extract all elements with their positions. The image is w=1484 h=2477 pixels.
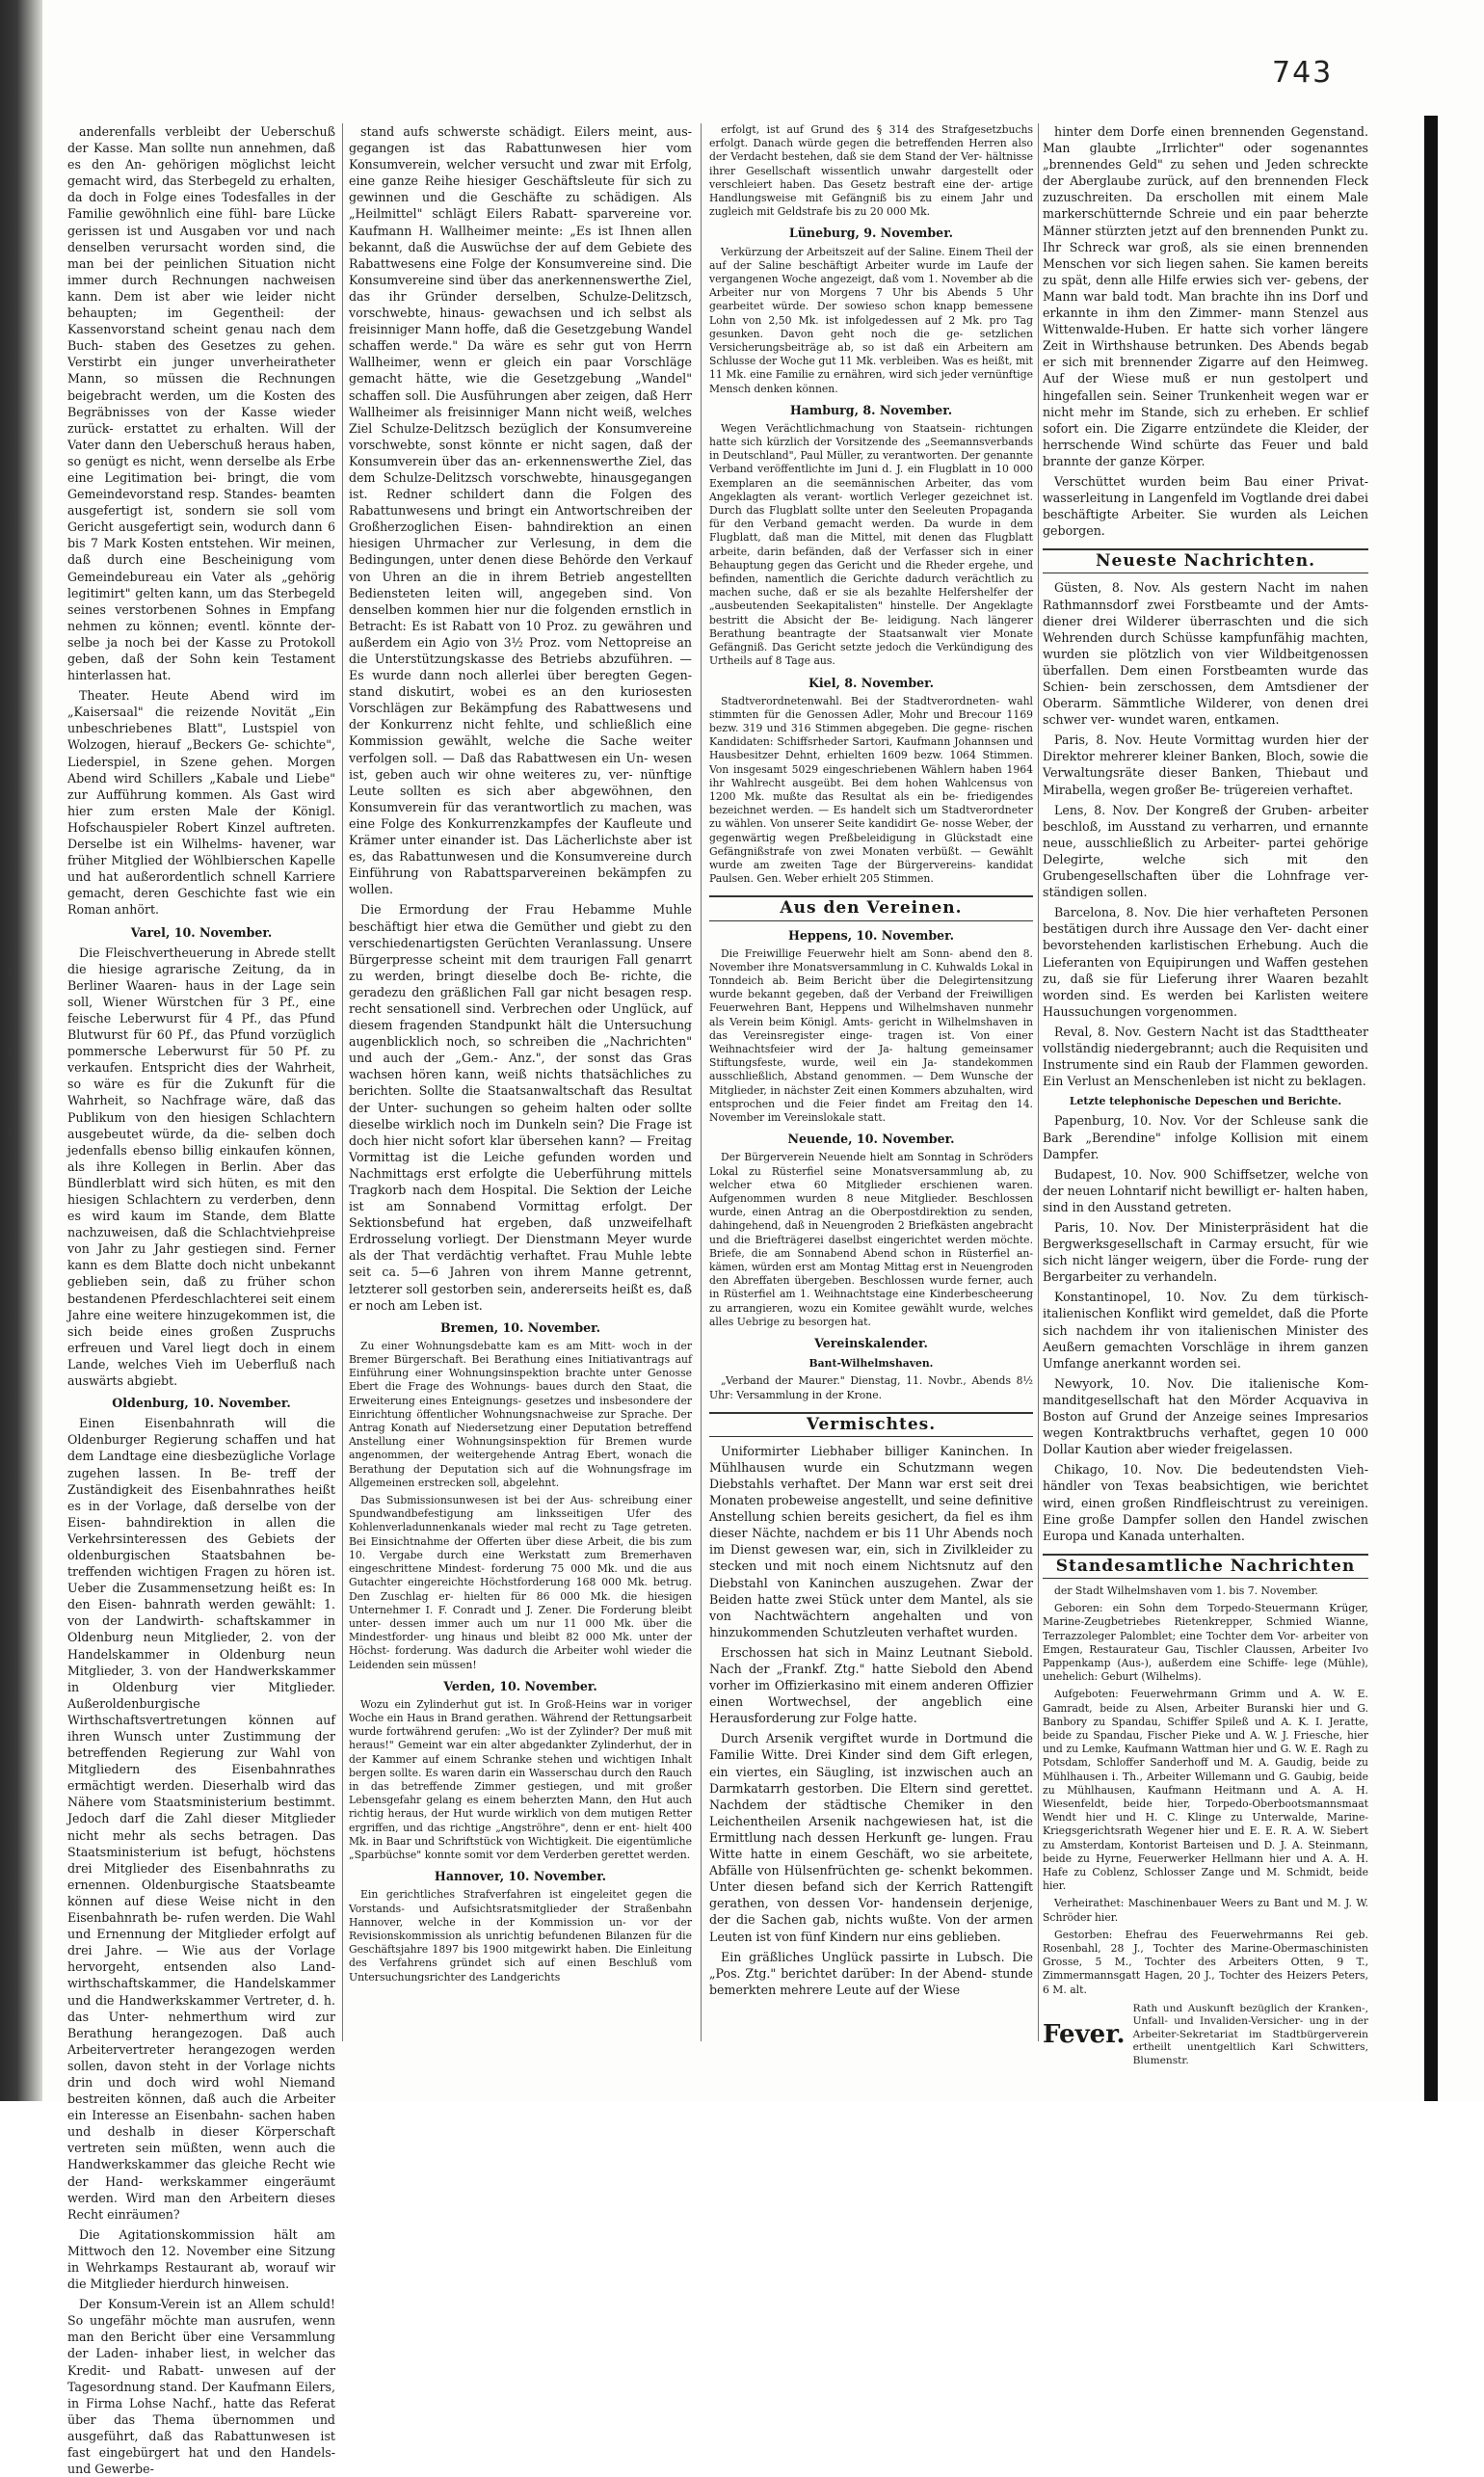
article-feuerwehr: Die Freiwillige Feuerwehr hielt am Sonn- abend den 8. November ihre Monatsversammlung in C. Kuhwalds Lokal in Tonndeich ab. Beim Bericht über die Delegirtensitzung wurde bekannt gegeben, daß der Verband der Freiwilligen Feuerwehren Bant, Heppens und Wilhelmshaven nunmehr als Verein beim Königl. Amts- gericht in Wilhelmshaven in das Vereinsregister einge- tragen ist. Von einer Weihnachtsfeier wird der Ja- haltung gemeinsamer Stiftungsfeste, wurde, weil ein Ja- standekommen ausschließlich, Abstand genommen. — Dem Wunsche der Mitglieder, in nächster Zeit einen Kommers abzuhalten, wird entsprochen und die Feier findet am Freitag den 14. November im Vereinslokale statt. [709,946,1033,1125]
column-rule-2 [701,123,702,2041]
standesamt-intro: der Stadt Wilhelmshaven vom 1. bis 7. November. [1054,1584,1318,1597]
advertisement-fever [1043,2003,1368,2068]
news-barcelona: Barcelona, 8. Nov. Die hier verhafteten Personen bestätigen durch ihre Aussage den Ver- dacht einer bevorstehenden karlistischen Erhebung. Auch die Lieferanten von Equipirungen und Waffen gestehen zu, daß sie für Lieferung ihrer Waaren bezahlt worden sind. Es werden bei Karlisten weitere Haussuchungen vorgenommen. [1043,905,1368,1019]
dateline-neuende: Neuende, 10. November. [787,1132,955,1147]
standesamt-geboren: Geboren: ein Sohn dem Torpedo-Steuermann Krüger, Marine-Zeugbetriebes Rietenkrepper, Schmied Wianne, Terrazzoleger Palomblet; eine Tochter dem Vor- arbeiter von Emgen, Restaurateur Gau, Tischler Claussen, Arbeiter Ivo Pappenkamp (Aus-), außerdem eine Schiffe- lege (Mühle), unehelich: Geburt (Wilhelms). [1043,1602,1368,1684]
section-heading-neueste-nachrichten: Neueste Nachrichten. [1043,548,1368,573]
news-reval: Reval, 8. Nov. Gestern Nacht ist das Stadttheater vollständig niedergebrannt; auch die Requisiten und Instrumente sind ein Raub der Flammen geworden. Ein Verlust an Menschenleben ist nicht zu beklagen. [1043,1024,1368,1089]
article-arsenik: Durch Arsenik vergiftet wurde in Dortmund die Familie Witte. Drei Kinder sind dem Gift erlegen, ein viertes, ein Säugling, ist inzwischen auch an Darmkatarrh gestorben. Die Eltern sind gerettet. Nachdem der städtische Chemiker in den Leichentheilen Arsenik nachgewiesen hat, ist die Ermittlung nach dessen Herkunft ge- lungen. Frau Witte hatte in einem Geschäft, wo sie arbeitete, Abfälle von Hülsenfrüchten ge- schenkt bekommen. Unter diesen befand sich der Kerrich Rattengift gerathen, von dessen Vor- handensein derjenige, der die Sachen gab, nichts wußte. Von der armen Leuten ist von fünf Kindern nur eins geblieben. [709,1731,1033,1944]
article-eisenbahnrath: Einen Eisenbahnrath will die Oldenburger Regierung schaffen und hat dem Landtage eine diesbezügliche Vorlage zugehen lassen. In Be- treff der Zuständigkeit des Eisenbahnrathes heißt es in der Vorlage, daß derselbe von der Eisen- bahndirektion in allen die Verkehrsinteressen des Gebiets der oldenburgischen Staatsbahnen be- treffenden wichtigen Fragen zu hören ist. Ueber die Zusammensetzung heißt es: In den Eisen- bahnrath werden gewählt: 1. von der Landwirth- schaftskammer in Oldenburg neun Mitglieder, 2. von der Handelskammer in Oldenburg neun Mitglieder, 3. von der Handwerkskammer in Oldenburg vier Mitglieder. Außeroldenburgische Wirthschaftsvertretungen können auf ihren Wunsch unter Zustimmung der betreffenden Regierung zur Wahl von Mitgliedern des Eisenbahnrathes ermächtigt werden. Dieserhalb wird das Nähere vom Staatsministerium bestimmt. Jedoch darf die Zahl dieser Mitglieder nicht mehr als sechs betragen. Das Staatsministerium ist befugt, höchstens drei Mitglieder des Eisenbahnraths zu ernennen. Oldenburgische Staatsbeamte können auf diese Weise nicht in den Eisenbahnrath be- rufen werden. Die Wahl und Ernennung der Mitglieder erfolgt auf drei Jahre. — Wie aus der Vorlage hervorgeht, entsenden also Land- wirthschaftskammer, die Handelskammer und die Handwerkskammer Vertreter, d. h. das Unter- nehmerthum wird zur Berathung herangezogen. Daß auch Arbeitervertreter herangezogen werden sollen, davon steht in der Vorlage nichts drin und doch wird wohl Niemand bestreiten können, daß auch die Arbeiter ein Interesse an Eisenbahn- sachen haben und deshalb in dieser Körperschaft vertreten sein müßten, wenn auch die Handwerkskammer das gleiche Recht wie der Hand- werkskammer eingeräumt werden. Wird man den Arbeitern dieses Recht einräumen? [67,1416,335,2222]
calendar-location: Bant-Wilhelmshaven. [808,1357,934,1371]
column-rule-1 [342,123,343,2041]
subheading-depeschen: Letzte telephonische Depeschen und Berichte. [1069,1095,1342,1108]
article-erschossen: Erschossen hat sich in Mainz Leutnant Siebold. Nach der „Frankf. Ztg." hatte Siebold den Abend vorher im Offizierkasino mit einem anderen Offizier einen Wortwechsel, der angeblich eine Herausforderung zur Folge hatte. [709,1644,1033,1726]
dateline-verden: Verden, 10. November. [443,1678,597,1693]
page-number: 743 [1272,56,1334,90]
article-wohnungsdebatte: Zu einer Wohnungsdebatte kam es am Mitt- woch in der Bremer Bürgerschaft. Bei Berathung eines Initiativantrags auf Einführung einer Wohnungsinspektion brachte unter Genosse Ebert die Frage des Wohnungs- baues durch den Staat, die Erweiterung eines Enteignungs- gesetzes und insbesondere der Einrichtung öffentlicher Wohnungsnachweise zur Sprache. Der Antrag Konath auf Niedersetzung einer Deputation betreffend Anstellung einer Wohnungsinspektion für Bremen wurde angenommen, der weitergehende Antrag Ebert, wonach die Berathung der Deputation sich auf die Wohnungsfrage im Allgemeinen erstrecken soll, abgelehnt. [349,1339,692,1489]
standesamt-gestorben: Gestorben: Ehefrau des Feuerwehrmanns Rei geb. Rosenbahl, 28 J., Tochter des Marine-Obermaschinisten Grosse, 5 M., Tochter des Arbeiters Otten, 9 T., Zimmermannsgatt Hagen, 20 J., Tochter des Heizers Peters, 6 M. alt. [1043,1928,1368,1996]
article-ermordung: Die Ermordung der Frau Hebamme Muhle beschäftigt hier etwa die Gemüther und giebt zu den verschiedenartigsten Gerüchten Veranlassung. Unsere Bürgerpresse scheint mit dem traurigen Fall genarrt zu werden, bringt dieselbe doch Be- richte, die geradezu den gräßlichen Fall gar nicht besagen resp. recht sensationell sind. Verbrechen oder Unglück, auf diesem fragenden Standpunkt hält die Untersuchung augenblicklich noch, so schreiben die „Nachrichten" und auch der „Gem.- Anz.", der sonst das Gras wachsen hören kann, weiß nichts thatsächliches zu berichten. Sollte die Staatsanwaltschaft das Resultat der Unter- suchungen so geheim halten oder sollte dieselbe wirklich noch im Dunkeln sein? Die Frage ist doch hier nicht sofort klar übersehen kann? — Freitag Vormittag ist die Leiche gefunden worden und Nachmittags erst erfolgte die Ueberführung mittels Tragkorb nach dem Hospital. Die Sektion der Leiche ist am Sonnabend Vormittag erfolgt. Der Sektionsbefund hat ergeben, daß unzweifelhaft Erdrosselung vorliegt. Der Dienstmann Meyer wurde als der That verdächtig verhaftet. Frau Muhle lebte seit ca. 5—6 Jahren von ihrem Manne getrennt, letzterer soll gestorben sein, andererseits heißt es, daß er noch am Leben ist. [349,902,692,1313]
dateline-bremen: Bremen, 10. November. [439,1319,601,1335]
advertisement-title: Fever. [1043,2019,1126,2049]
article-unglueck-cont: hinter dem Dorfe einen brennenden Gegenstand. Man glaubte „Irrlichter" oder sogenanntes „brennendes Geld" zu sehen und Jeden schreckte der Aberglaube zurück, auf den brennenden Fleck zuzuschreiten. Da erschollen mit einem Male markerschütternde Schreie und ein paar beherzte Männer stürzten jetzt auf den brennenden Punkt zu. Ihr Schreck war groß, als sie einen brennenden Menschen vor sich liegen sahen. Sie kamen bereits zu spät, denn alle Hilfe erwies sich ver- gebens, der Mann war bald todt. Man brachte ihn ins Dorf und erkannte in ihm den Zimmer- mann Stenzel aus Wittenwalde-Huben. Er hatte sich vorher längere Zeit in Wirthshause betrunken. Des Abends begab er sich mit brennender Zigarre auf den Heimweg. Auf der Wiese muß er nun gestolpert und hingefallen sein. Seiner Trunkenheit wegen war er nicht mehr im Stande, sich zu erheben. Er schlief sofort ein. Die Zigarre entzündete die Kleider, der herrschende Wind schürte das Feuer und bald brannte der ganze Körper. [1043,124,1368,468]
page-edge-shadow [0,0,42,2101]
column-1 [67,123,335,2477]
calendar-entry: „Verband der Maurer." Dienstag, 11. Novbr., Abends 8½ Uhr: Versammlung in der Krone. [709,1374,1033,1401]
article-staatseinrichtungen: Wegen Verächtlichmachung von Staatsein- richtungen hatte sich kürzlich der Vorsitzende des „Seemannsverbands in Deutschland", Paul Müller, zu verantworten. Der genannte Verband veröffentlichte im Juni d. J. ein Flugblatt in 10 000 Exemplaren an die seemännischen Arbeiter, das vom Angeklagten als verant- wortlich Verleger gezeichnet ist. Durch das Flugblatt sollte unter den Seeleuten Propaganda für den Verband gemacht werden. Da wurde in dem Flugblatt, daß man die Mittel, mit denen das Flugblatt arbeite, darin befänden, daß der Verfasser sich in einer Behauptung gegen das Gericht und die Rheder ergehe, und befinden, namentlich die Gerichte dadurch verächtlich zu machen suche, daß er sie als bezahlte Helfershelfer der „ausbeutenden Seekapitalisten" hinstelle. Der Angeklagte bestritt die Absicht der Be- leidigung. Nach längerer Berathung beantragte der Staatsanwalt vier Monate Gefängniß. Das Gericht setzte jedoch die Verkündigung des Urtheils auf 8 Tage aus. [709,421,1033,668]
article-verschuettet: Verschüttet wurden beim Bau einer Privat- wasserleitung in Langenfeld im Vogtlande drei dabei beschäftigte Arbeiter. Sie wurden als Leichen geborgen. [1043,473,1368,539]
standesamt-verheirathet: Verheirathet: Maschinenbauer Weers zu Bant und M. J. W. Schröder hier. [1043,1897,1368,1924]
article-strafverfahren: Ein gerichtliches Strafverfahren ist eingeleitet gegen die Vorstands- und Aufsichtsratsmitglieder der Straßenbahn Hannover, welche in der Kommission un- vor der Revisionskommission als unrichtig befundenen Bilanzen für die Geschäftsjahre 1897 bis 1900 mitgewirkt haben. Die Einleitung des Verfahrens gründet sich auf einen Beschluß vom Untersuchungsrichter des Landgerichts [349,1888,692,1984]
article-sterbegeld: anderenfalls verbleibt der Ueberschuß der Kasse. Man sollte nun annehmen, daß es den An- gehörigen möglichst leicht gemacht wird, das Sterbegeld zu erhalten, da doch in Folge eines Todesfalles in der Familie gewöhnlich eine fühl- bare Lücke gerissen ist und Ausgaben vor und nach denselben verursacht worden sind, die man bei der peinlichen Situation nicht immer durch Rechnungen nachweisen kann. Dem ist aber wie leider nicht behaupten; im Gegentheil: der Kassenvorstand scheint genau nach dem Buch- staben des Gesetzes zu gehen. Verstirbt ein junger unverheiratheter Mann, so müssen die Rechnungen beigebracht werden, um die Kosten des Begräbnisses von der Kasse wieder zurück- erstattet zu erhalten. Will der Vater dann den Ueberschuß heraus haben, so genügt es nicht, wenn derselbe als Erbe eine Legitimation bei- bringt, die vom Gemeindevorstand resp. Standes- beamten ausgefertigt ist, sondern sie soll vom Gericht ausgefertigt sein, wodurch dann 6 bis 7 Mark Kosten entstehen. Wir meinen, daß durch eine Bescheinigung vom Gemeindebureau ein Vater als „gehörig legitimirt" gelten kann, um das Sterbegeld seines verstorbenen Sohnes in Empfang nehmen zu können; eventl. könnte der- selbe ja noch bei der Kasse zu Protokoll geben, daß der Sohn kein Testament hinterlassen hat. [67,124,335,683]
page-edge-strip [1424,116,1438,2101]
dispatch-paris-2: Paris, 10. Nov. Der Ministerpräsident hat die Bergwerksgesellschaft in Carmay ersucht, für wie sich nicht länger weigern, über die Forde- rung der Bergarbeiter zu verhandeln. [1043,1220,1368,1285]
article-submissionsunwesen: Das Submissionsunwesen ist bei der Aus- schreibung einer Spundwandbefestigung am linksseitigen Ufer des Kohlenverladunnenkanals wieder mal recht zu Tage getreten. Bei Einsichtnahme der Offerten über diese Arbeit, die bis zum 10. Vergabe durch eine Werkstatt zum Bremerhaven eingeschrittene Mindest- forderung 75 000 Mk. und die aus Gutachter eingereichte Höchstforderung 168 000 Mk. betrug. Den Zuschlag er- hielten für 86 000 Mk. die hiesigen Unternehmer I. F. Conradt und J. Zener. Die Forderung bleibt unter- dessen immer auch um nur 11 000 Mk. über die Mindestforder- ung hinaus und bleibt 82 000 Mk. unter der Höchst- forderung. Was dadurch die Arbeiter wohl wieder die Leidenden sein müssen! [349,1494,692,1671]
dispatch-newyork: Newyork, 10. Nov. Die italienische Kom- manditgesellschaft hat den Mörder Acquaviva in Boston auf Grund der Anzeige seines Impresarios wegen Kontraktbruchs verhaftet, gegen 10 000 Dollar Kaution aber wieder freigelassen. [1043,1375,1368,1457]
dateline-lueneburg: Lüneburg, 9. November. [788,226,954,241]
article-stadtverordnetenwahl: Stadtverordnetenwahl. Bei der Stadtverordneten- wahl stimmten für die Genossen Adler, Mohr und Brecour 1169 bezw. 319 und 316 Stimmen abgegeben. Die gegne- rischen Kandidaten: Schiffsrheder Sartori, Kaufmann Johannsen und Hausbesitzer Dehnt, erhielten 1609 bezw. 1064 Stimmen. Von insgesamt 5029 eingeschriebenen Wählern haben 1964 ihr Wahlrecht ausgeübt. Bei dem hohen Wahlcensus von 1200 Mk. mußte das Resultat als ein be- friedigendes bezeichnet werden. — Es handelt sich um Stadtverordneter zu wählen. Von unserer Seite kandidirt Ge- nosse Weber, der gegenwärtig wegen Preßbeleidigung in Glückstadt eine Gefängnißstrafe von zwei Monaten verbüßt. — Gewählt wurde am zweiten Tage der Bürgervereins- kandidat Paulsen. Gen. Weber erhielt 205 Stimmen. [709,694,1033,886]
section-heading-standesamt: Standesamtliche Nachrichten [1043,1554,1368,1579]
article-buergerverein: Der Bürgerverein Neuende hielt am Sonntag in Schröders Lokal zu Rüsterfiel seine Monatsversammlung ab, zu welcher etwa 60 Mitglieder erschienen waren. Aufgenommen wurden 8 neue Mitglieder. Beschlossen wurde, einen Antrag an die Oberpostdirektion zu senden, dahingehend, daß in Neuengroden 2 Briefkästen angebracht und die Briefträgerei daselbst eingerichtet werden möchte. Briefe, die am Sonnabend Abend schon in Rüsterfiel an- kämen, würden erst am Montag Mittag erst in Neuengroden den Abreffaten übergeben. Beschlossen wurde ferner, auch in Rüsterfiel am 1. Weihnachtstage eine Kinderbescheerung zu arrangieren, wozu ein Komitee gewählt wurde, welches alles Uebrige zu besorgen hat. [709,1151,1033,1328]
dateline-heppens: Heppens, 10. November. [787,927,955,943]
article-konsum-verein: Der Konsum-Verein ist an Allem schuld! So ungefähr möchte man ausrufen, wenn man den Bericht über eine Versammlung der Laden- inhaber liest, in welcher das Kredit- und Rabatt- unwesen auf der Tagesordnung stand. Der Kaufmann Eilers, in Firma Lohse Nachf., hatte das Referat über das Thema übernommen und ausgeführt, daß das Rabattunwesen ist fast eingebürgert hat und den Handels- und Gewerbe- [67,2297,335,2477]
dispatch-chikago: Chikago, 10. Nov. Die bedeutendsten Vieh- händler von Texas beabsichtigen, wie berichtet wird, einen großen Rindfleischtrust zu vereinigen. Eine große Dampfer sollen den Handel zwischen Europa und Kanada unterhalten. [1043,1462,1368,1543]
article-kaninchen: Uniformirter Liebhaber billiger Kaninchen. In Mühlhausen wurde ein Schutzmann wegen Diebstahls verhaftet. Der Mann war erst seit drei Monaten probeweise angestellt, und seine definitive Anstellung schien bereits gesichert, da fiel es ihm dieser Nächte, nachdem er bis 11 Uhr Abends noch im Dienst gewesen war, ein, sich in Zivilkleider zu stecken und mit noch einem Nichtsnutz auf den Diebstahl von Kaninchen auszugehen. Zwar der Beiden hatte zwei Stück unter dem Mantel, als sie von Nachtwächtern angehalten und von hinzukommenden Schutzleuten verhaftet wurden. [709,1443,1033,1639]
article-theater: Theater. Heute Abend wird im „Kaisersaal" die reizende Novität „Ein unbeschriebenes Blatt", Lustspiel von Wolzogen, hierauf „Beckers Ge- schichte", Liederspiel, in Szene gehen. Morgen Abend wird Schillers „Kabale und Liebe" zur Aufführung kommen. Als Gast wird hier zum ersten Male der Königl. Hofschauspieler Robert Kinzel auftreten. Derselbe ist ein Wilhelms- havener, war früher Mitglied der Wöhlbierschen Kapelle und hat außerordentlich schnell Karriere gemacht, deren Geschichte fast wie ein Roman anhört. [67,688,335,918]
dateline-varel: Varel, 10. November. [130,924,273,940]
news-lens: Lens, 8. Nov. Der Kongreß der Gruben- arbeiter beschloß, im Ausstand zu verharren, und ernannte neue, ausschließlich zu Arbeiter- partei gehörige Delegirte, welche sich mit den Grubengesellschaften über die Lohnfrage ver- ständigen sollen. [1043,802,1368,900]
news-paris-1: Paris, 8. Nov. Heute Vormittag wurden hier der Direktor mehrerer kleiner Banken, Bloch, sowie die Verwaltungsräte dieser Banken, Thiebaut und Mirabella, wegen großer Be- trügereien verhaftet. [1043,732,1368,797]
article-strafgesetzbuch: erfolgt, ist auf Grund des § 314 des Strafgesetzbuchs erfolgt. Danach würde gegen die betreffenden Herren also der Verdacht bestehen, daß sie dem Stand der Ver- hältnisse ihrer Gesellschaft wissentlich unwahr dargestellt oder verschleiert haben. Das Gesetz bestraft eine der- artige Handlungsweise mit Gefängniß bis zu einem Jahr und zugleich mit Geldstrafe bis zu 20 000 Mk. [709,123,1033,219]
column-rule-3 [1038,123,1039,2041]
dateline-hamburg: Hamburg, 8. November. [789,402,953,417]
article-zylinderhut: Wozu ein Zylinderhut gut ist. In Groß-Heins war in voriger Woche ein Haus in Brand gerathen. Während der Rettungsarbeit wurde fortwährend gerufen: „Wo ist der Zylinder? Der muß mit heraus!" Gemeint war ein alter abgedankter Zylinderhut, der in der Kammer auf einem Schranke stehen und wichtigen Inhalt bergen sollte. Es waren darin ein Wasserschau durch den Rauch in das betreffende Zimmer gestiegen, und mit großer Lebensgefahr gelang es einem beherzten Mann, den Hut auch richtig heraus, der Hut wurde wirklich von dem mutigen Retter ergriffen, und das richtige „Angströhre", denn er ent- hielt 400 Mk. in Baar und Schriftstück von Wichtigkeit. Die eigentümliche „Sparbüchse" konnte somit vor dem Verderben gerettet werden. [349,1697,692,1862]
dateline-oldenburg: Oldenburg, 10. November. [112,1396,291,1411]
dateline-hannover: Hannover, 10. November. [434,1869,607,1884]
section-heading-vermischtes: Vermischtes. [709,1412,1033,1437]
dateline-kiel: Kiel, 8. November. [808,675,935,690]
advertisement-text: Rath und Auskunft bezüglich der Kranken-, Unfall- und Invaliden-Versicher- ung in der Arbeiter-Sekretariat im Stadtbürgerverein ertheilt unentgeltlich Karl Schwitters, Blumenstr. [1132,2002,1368,2066]
article-rabattunwesen: stand aufs schwerste schädigt. Eilers meint, aus- gegangen ist das Rabattunwesen hier vom Konsumverein, welcher versucht und zwar mit Erfolg, eine ganze Reihe hiesiger Geschäftsleute für sich zu gewinnen und die Geschäfte zu schädigen. Als „Heilmittel" schlägt Eilers Rabatt- sparvereine vor. Kaufmann H. Wallheimer meinte: „Es ist Ihnen allen bekannt, daß die Auswüchse der auf dem Gebiete des Rabattwesens eine Folge der Konsumvereine sind. Die Konsumvereine sind über das anerkennenswerthe Ziel, das ihr Gründer derselben, Schulze-Delitzsch, vorschwebte, hinaus- gewachsen und ich selbst als freisinniger Mann hoffe, daß die Gesetzgebung Wandel schaffen werde." Da wäre es sehr gut von Herrn Wallheimer, wenn er gleich ein paar Vorschläge gemacht hätte, wie die Gesetzgebung „Wandel" schaffen soll. Die Ausführungen aber zeigen, daß Herr Wallheimer als freisinniger Mann nicht weiß, welches Ziel Schulze-Delitzsch bezüglich der Konsumvereine vorschwebte, sonst könnte er nicht sagen, daß der Konsumverein über das an- erkennenswerthe Ziel, das dem Schulze-Delitzsch vorschwebte, hinausgegangen ist. Redner schildert dann die Folgen des Rabattunwesens und bringt ein Antwortschreiben der Großherzoglichen Eisen- bahndirektion an einen hiesigen Uhrmacher zur Verlesung, in dem die Bedingungen, unter denen diese Behörde den Verkauf von Uhren an die in ihrem Betrieb angestellten Bediensteten leiten will, angegeben sind. Von denselben kommen hier nur die folgenden ernstlich in Betracht: Es ist Rabatt von 10 Proz. zu gewähren und außerdem ein Agio von 3½ Proz. vom Nettopreise an die Unterstützungskasse des Betriebs abzuführen. — Es wurde dann noch allerlei über beregten Gegen- stand diskutirt, wobei es an den kuriosesten Vorschlägen zur Bekämpfung des Rabattwesens und der Konkurrenz nicht fehlte, und schließlich eine Kommission gewählt, welche die Sache weiter verfolgen soll. — Daß das Rabattwesen ein Un- wesen ist, geben auch wir ohne weiteres zu, ver- nünftige Leute sollten es sich aber abgewöhnen, den Konsumverein für das verantwortlich zu machen, was eine Folge des Konkurrenzkampfes der Kaufleute und Krämer unter einander ist. Das Lächerlichste aber ist es, das Rabattunwesen und die Konsumvereine durch Einführung von Rabattsparvereinen bekämpfen zu wollen. [349,124,692,897]
dispatch-budapest: Budapest, 10. Nov. 900 Schiffsetzer, welche von der neuen Lohntarif nicht bewilligt er- halten haben, sind in den Ausstand getreten. [1043,1166,1368,1214]
column-4 [1043,123,1368,2066]
standesamt-aufgeboten: Aufgeboten: Feuerwehrmann Grimm und A. W. E. Gamradt, beide zu Alsen, Arbeiter Buranski hier und G. Banbory zu Spandau, Schiffer Spileß und A. K. I. Jeratte, beide zu Spandau, Fischer Pieke und A. W. J. Friesche, hier und zu Lemke, Kaufmann Wattman hier und G. W. E. Ragh zu Potsdam, Schloffer Sanderhoff und M. A. Gaudig, beide zu Mühlhausen i. Th., Arbeiter Willemann und G. Gaubig, beide zu Mühlhausen, Kaufmann Heitmann und A. A. H. Wiesenfeldt, beide hier, Torpedo-Oberbootsmannsmaat Wendt hier und H. C. Klinge zu Unterwalde, Marine-Kriegsgerichtsrath Wegener hier und E. E. R. A. W. Siebert zu Amsterdam, Kontorist Barteisen und D. J. A. Steinmann, beide zu Hyrne, Feuerwerker Hellmann hier und A. A. H. Hafe zu Coblenz, Schlosser Zange und M. Schmidt, beide hier. [1043,1688,1368,1893]
column-2 [349,123,692,2061]
news-guesten: Güsten, 8. Nov. Als gestern Nacht im nahen Rathmannsdorf zwei Forstbeamte und der Amts- diener drei Wilderer überraschten und die sich Wehrenden durch Schüsse kampfunfähig machten, wurden sie plötzlich von vier Wildbeitgenossen überfallen. Dem einen Forstbeamten wurde das Schien- bein zerschossen, dem Amtsdiener der Oberarm. Sämmtliche Wilderer, von denen drei schwer ver- wundet waren, entkamen. [1043,580,1368,728]
article-agitationskommission: Die Agitationskommission hält am Mittwoch den 12. November eine Sitzung in Wehrkamps Restaurant ab, worauf wir die Mitglieder hierdurch hinweisen. [67,2226,335,2292]
article-unglueck: Ein gräßliches Unglück passirte in Lubsch. Die „Pos. Ztg." berichtet darüber: In der Abend- stunde bemerkten mehrere Leute auf der Wiese [709,1949,1033,1997]
dispatch-konstantinopel: Konstantinopel, 10. Nov. Zu dem türkisch- italienischen Konflikt wird gemeldet, daß die Pforte sich nachdem ihr von italienischen Minister des Aeußern gemachten Vorschläge in ihrem ganzen Umfange anerkannt worden sei. [1043,1290,1368,1371]
article-saline: Verkürzung der Arbeitszeit auf der Saline. Einem Theil der auf der Saline beschäftigt Arbeiter wurde im Laufe der vergangenen Woche angezeigt, daß vom 1. November ab die Arbeiter nur von Morgens 7 Uhr bis Abends 5 Uhr gearbeitet würde. Der sowieso schon knapp bemessene Lohn von 2,50 Mk. ist infolgedessen auf 2 Mk. pro Tag gesunken. Davon geht noch die ge- setzlichen Versicherungsbeiträge ab, so ist daß ein Arbeitern am Schlusse der Woche gut 11 Mk. verbleiben. Was es heißt, mit 11 Mk. eine Familie zu ernähren, wird sich jeder vernünftige Mensch denken können. [709,245,1033,395]
dispatch-papenburg: Papenburg, 10. Nov. Vor der Schleuse sank die Bark „Berendine" infolge Kollision mit einem Dampfer. [1043,1113,1368,1161]
column-3 [709,123,1033,2061]
section-heading-vereine: Aus den Vereinen. [709,895,1033,920]
article-fleischvertheuerung: Die Fleischvertheuerung in Abrede stellt die hiesige agrarische Zeitung, da in Berliner Waaren- haus in der Lage sein soll, Wiener Würstchen für 3 Pf., eine feische Leberwurst für 4 Pf., das Pfund Blutwurst für 60 Pf., das Pfund vorzüglich pommersche Leberwurst für 50 Pf. zu verkaufen. Entspricht dies der Wahrheit, so wäre es für die Zukunft für die Wahrheit, so Nachfrage wäre, daß das Publikum von den hiesigen Schlachtern ausgebeutet würde, da die- selben doch jedenfalls ebenso billig einkaufen können, als ihre Kollegen in Berlin. Aber das Bündlerblatt wird sich hüten, es mit den hiesigen Schlachtern zu verderben, denn es wird kaum im Stande, dem Blatte nachzuweisen, daß die Schlachtviehpreise von Jahr zu Jahr gestiegen sind. Ferner kann es dem Blatte doch nicht unbekannt geblieben sein, daß zu früher schon bestandenen Pferdeschlachterei seit einem Jahre eine weitere hinzugekommen ist, die sich beide eines großen Zuspruchs erfreuen und Varel liegt doch in einem Lande, welches Vieh im Ueberfluß nach auswärts abgiebt. [67,945,335,1389]
section-heading-vereinskalender: Vereinskalender. [814,1336,928,1350]
